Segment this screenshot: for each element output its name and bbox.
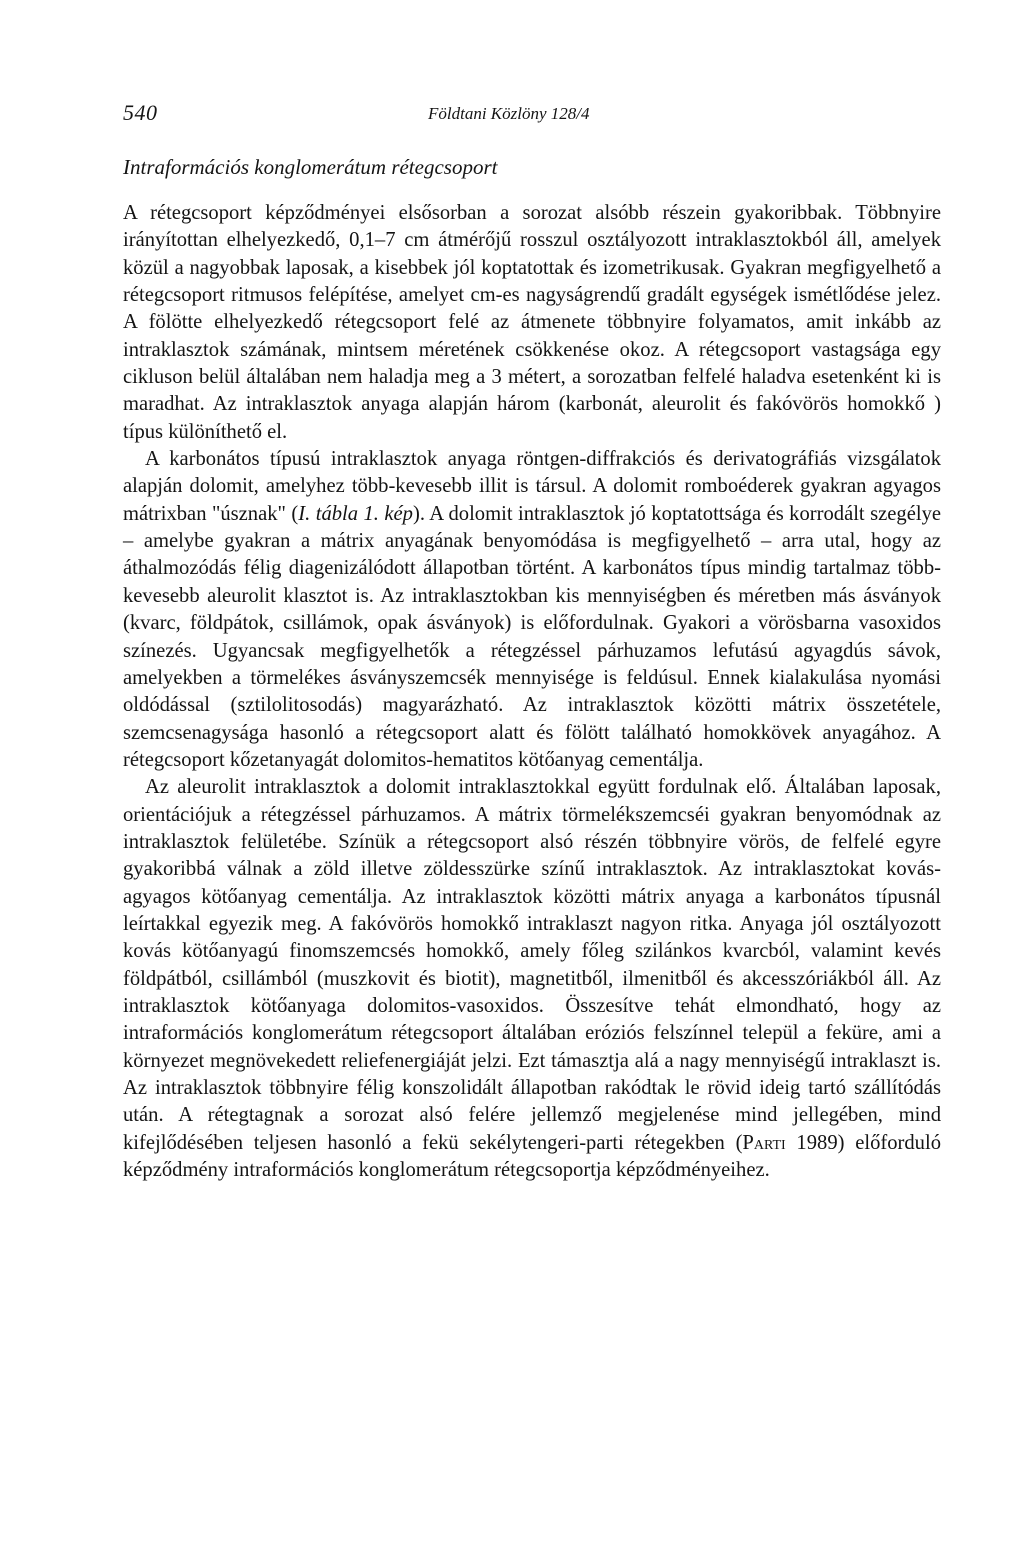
running-head xyxy=(123,100,941,140)
paragraph-1 xyxy=(123,200,941,446)
paragraph-3-text-a: Az aleurolit intraklasztok a dolomit intraklasztokkal együtt fordulnak elő. Általában laposak, orientációjuk a rétegzéssel párhuzamos. A mátrix törmelékszemcséi gyakran benyomódnak az intraklasztok felületébe. Színük a rétegcsoport alsó részén többnyire vörös, de felfelé egyre gyakoribbá válnak a zöld illetve zöldesszürke színű intraklasztok. Az intraklasztokat kovás-agyagos kötőanyag cementálja. Az intraklasztok közötti mátrix anyaga a karbonátos típusnál leírtakkal egyezik meg. A fakóvörös homokkő intraklaszt nagyon ritka. Anyaga jól osztályozott kovás kötőanyagú finomszemcsés homokkő, amely főleg szilánkos kvarcból, valamint kevés földpátból, csillámból (muszkovit és biotit), magnetitből, ilmenitből és akcesszóriákból áll. Az intraklasztok kötőanyaga dolomitos-vasoxidos. Összesítve tehát elmondható, hogy az intraformációs konglomerátum rétegcsoport általában eróziós felszínnel települ a feküre, ami a környezet megnövekedett reliefenergiáját jelzi. Ezt támasztja alá a nagy mennyiségű intraklaszt is. Az intraklasztok többnyire félig konszolidált állapotban rakódtak le rövid ideig tartó szállítódás után. A rétegtagnak a sorozat alsó felére jellemző megjelenése mind jellegében, mind kifejlődésében teljesen hasonló a fekü sekélytengeri-parti rétegekben ( xyxy=(123,776,941,1154)
citation-year: 1989 xyxy=(785,1131,838,1154)
paragraph-1-text: A rétegcsoport képződményei elsősorban a sorozat alsóbb részein gyakoribbak. Többnyire irányítottan elhelyezkedő, 0,1–7 cm átmérőjű rosszul osztályozott intraklasztokból áll, amelyek közül a nagyobbak laposak, a kisebbek jól koptatottak és izometrikusak. Gyakran megfigyelhető a rétegcsoport ritmusos felépítése, amelyet cm-es nagyságrendű gradált egységek ismétlődése jelez. A fölötte elhelyezkedő rétegcsoport felé az átmenete többnyire folyamatos, amit inkább az intraklasztok számának, mintsem méretének csökkenése okoz. A rétegcsoport vastagsága egy cikluson belül általában nem haladja meg a 3 métert, a sorozatban felfelé haladva esetenként ki is maradhat. Az intraklasztok anyaga alapján három (karbonát, aleurolit és fakóvörös homokkő ) típus különíthető el. xyxy=(123,202,941,443)
page-number: 540 xyxy=(123,100,158,125)
journal-title: Földtani Közlöny 128/4 xyxy=(428,104,590,123)
paragraph-2 xyxy=(123,446,941,774)
body-text xyxy=(123,200,941,1184)
paragraph-3-text-b: ) előforduló képződmény intraformációs konglomerátum rétegcsoportja képződményeihez. xyxy=(123,1131,941,1182)
paragraph-3 xyxy=(123,774,941,1184)
plate-reference: I. tábla 1. kép xyxy=(298,502,413,525)
page xyxy=(123,100,941,1184)
paragraph-2-text-b: ). A dolomit intraklasztok jó koptatottsága és korrodált szegélye – amelybe gyakran a mátrix anyagának benyomódása is megfigyelhető – arra utal, hogy az áthalmozódás félig diagenizálódott állapotban történt. A karbonátos típus mindig tartalmaz több-kevesebb aleurolit klasztot is. Az intraklasztokban kis mennyiségben és méretben más ásványok (kvarc, földpátok, csillámok, opak ásványok) is előfordulnak. Gyakori a vörösbarna vasoxidos színezés. Ugyancsak megfigyelhetők a rétegzéssel párhuzamos lefutású agyagdús sávok, amelyekben a törmelékes ásványszemcsék mennyisége is feldúsul. Ennek kialakulása nyomási oldódással (sztilolitosodás) magyarázható. Az intraklasztok közötti mátrix összetétele, szemcsenagysága hasonló a rétegcsoport alatt és fölött található homokkövek anyagához. A rétegcsoport kőzetanyagát dolomitos-hematitos kötőanyag cementálja. xyxy=(123,502,941,771)
section-title: Intraformációs konglomerátum rétegcsoport xyxy=(123,155,498,179)
citation-author: Parti xyxy=(742,1131,786,1154)
paragraph-2-text-a: A karbonátos típusú intraklasztok anyaga röntgen-diffrakciós és derivatográfiás vizsgálatok alapján dolomit, amelyhez több-kevesebb illit is társul. A dolomit romboéderek gyakran agyagos mátrixban "úsznak" ( xyxy=(123,448,941,525)
